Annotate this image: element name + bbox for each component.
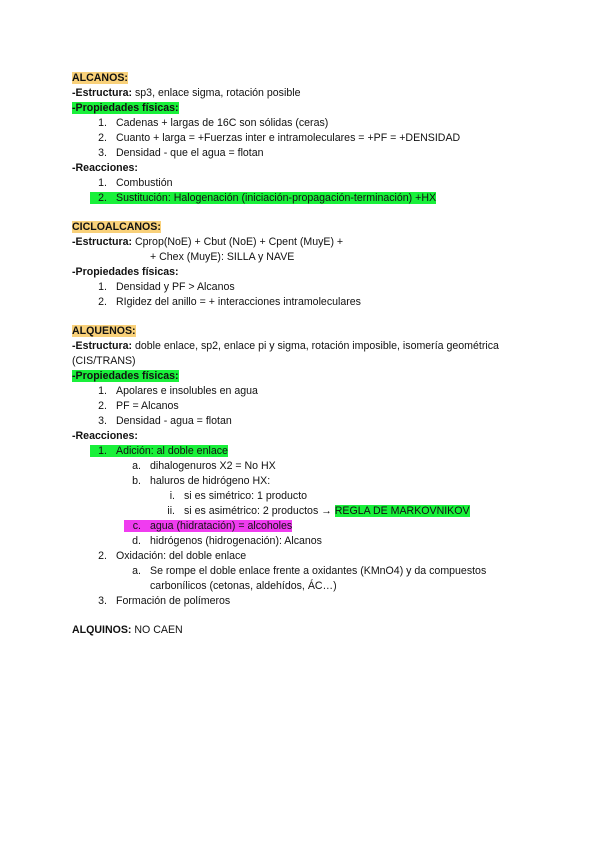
cicloalcanos-section-title: CICLOALCANOS: (72, 221, 161, 233)
alquinos-section-title: ALQUINOS: (72, 624, 132, 636)
list-item: 2. Oxidación: del doble enlace (98, 550, 247, 562)
list-item: a. dihalogenuros X2 = No HX (132, 460, 276, 472)
list-item (72, 444, 542, 459)
list-item: 2. RIgidez del anillo = + interacciones intramoleculares (98, 296, 361, 308)
alquenos-estructura: -Estructura: doble enlace, sp2, enlace pi y sigma, rotación imposible, isomería geométrica (CIS/TRANS) (72, 340, 499, 367)
list-item: ii. si es asimétrico: 2 productos → REGLA DE MARKOVNIKOV (167, 505, 470, 517)
highlighted-item: 2. Sustitución: Halogenación (iniciación-propagación-terminación) +HX (90, 192, 436, 204)
list-item (72, 191, 542, 206)
alcanos-propiedades-heading: -Propiedades físicas: (72, 102, 179, 114)
alquenos-propiedades-heading: -Propiedades físicas: (72, 370, 179, 382)
list-item: 3. Densidad - agua = flotan (98, 415, 232, 427)
alquenos-reacciones-heading: -Reacciones: (72, 430, 138, 442)
list-item: d. hidrógenos (hidrogenación): Alcanos (132, 535, 322, 547)
markovnikov-highlight: REGLA DE MARKOVNIKOV (334, 505, 470, 517)
list-item: 1. Apolares e insolubles en agua (98, 385, 258, 397)
alquinos-section: ALQUINOS: NO CAEN (72, 624, 183, 636)
list-item: a. Se rompe el doble enlace frente a oxidantes (KMnO4) y da compuestos carbonílicos (cetonas, aldehídos, ÁC…) (132, 565, 487, 592)
list-item: 1. Combustión (98, 177, 173, 189)
list-item: 2. Cuanto + larga = +Fuerzas inter e intramoleculares = +PF = +DENSIDAD (98, 132, 461, 144)
alcanos-reacciones-heading: -Reacciones: (72, 162, 138, 174)
alquenos-section-title: ALQUENOS: (72, 325, 136, 337)
alcanos-estructura: -Estructura: sp3, enlace sigma, rotación posible (72, 87, 301, 99)
notes-page (72, 71, 542, 638)
cicloalcanos-estructura-cont: + Chex (MuyE): SILLA y NAVE (150, 251, 295, 263)
list-item: i. si es simétrico: 1 producto (169, 490, 308, 502)
cicloalcanos-estructura: -Estructura: Cprop(NoE) + Cbut (NoE) + Cpent (MuyE) + (72, 236, 344, 248)
list-item: 1. Cadenas + largas de 16C son sólidas (ceras) (98, 117, 329, 129)
highlighted-item: c. agua (hidratación) = alcoholes (124, 520, 292, 532)
list-item (72, 519, 542, 534)
list-item: 2. PF = Alcanos (98, 400, 179, 412)
list-item: 1. Densidad y PF > Alcanos (98, 281, 235, 293)
list-item: b. haluros de hidrógeno HX: (132, 475, 271, 487)
list-item: 3. Densidad - que el agua = flotan (98, 147, 264, 159)
highlighted-item: 1. Adición: al doble enlace (90, 445, 228, 457)
alcanos-section-title: ALCANOS: (72, 72, 128, 84)
list-item: 3. Formación de polímeros (98, 595, 231, 607)
cicloalcanos-propiedades-heading: -Propiedades físicas: (72, 266, 179, 278)
